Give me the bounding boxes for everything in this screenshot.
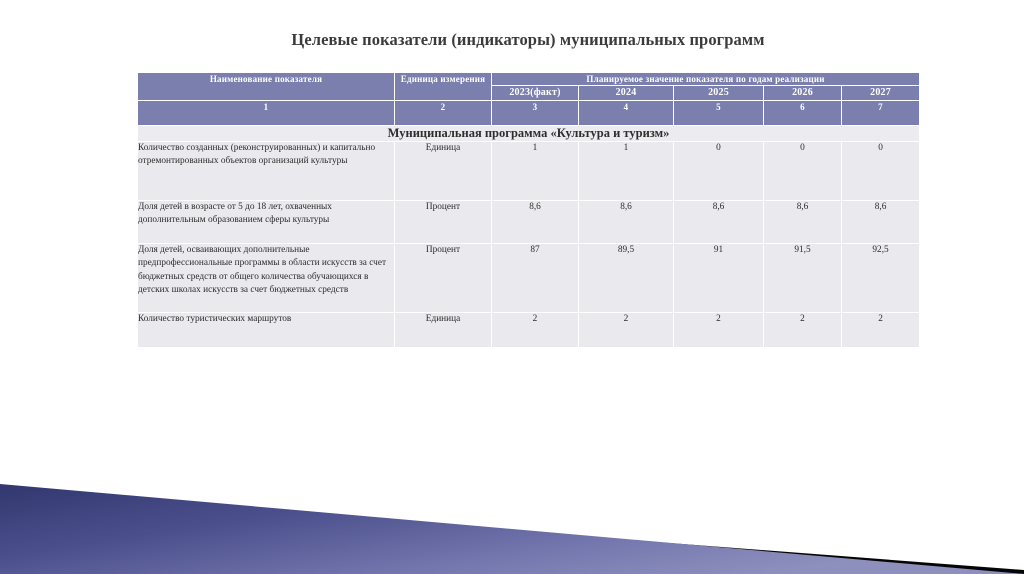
page-title: Целевые показатели (индикаторы) муниципальных программ <box>291 30 765 49</box>
column-number-1: 1 <box>138 100 395 125</box>
table-numbering-row <box>138 100 920 125</box>
column-number-4: 4 <box>579 100 674 125</box>
indicator-name: Доля детей, осваивающих дополнительные предпрофессиональные программы в области искусств за счет бюджетных средств от общего количества обучающихся в детских школах искусств за счет бюджетных средств <box>138 243 395 312</box>
column-header-year-2025: 2025 <box>674 86 764 101</box>
table-row <box>138 141 920 200</box>
indicator-value-2026: 8,6 <box>764 200 842 243</box>
indicator-value-2027: 2 <box>842 312 920 347</box>
indicator-unit: Единица <box>395 141 492 200</box>
column-number-7: 7 <box>842 100 920 125</box>
indicator-value-2025: 91 <box>674 243 764 312</box>
indicator-unit: Единица <box>395 312 492 347</box>
indicator-value-2025: 0 <box>674 141 764 200</box>
column-number-5: 5 <box>674 100 764 125</box>
indicators-table <box>137 72 920 348</box>
indicator-value-2026: 0 <box>764 141 842 200</box>
table-row <box>138 243 920 312</box>
indicator-value-2024: 8,6 <box>579 200 674 243</box>
table-row <box>138 312 920 347</box>
column-header-year-2027: 2027 <box>842 86 920 101</box>
indicator-value-2024: 2 <box>579 312 674 347</box>
column-header-group-years: Планируемое значение показателя по годам реализации <box>492 73 920 86</box>
table-row <box>138 200 920 243</box>
column-header-unit: Единица измерения <box>395 73 492 101</box>
indicator-value-2025: 8,6 <box>674 200 764 243</box>
indicator-value-2023: 8,6 <box>492 200 579 243</box>
column-header-year-2023: 2023(факт) <box>492 86 579 101</box>
program-section-title: Муниципальная программа «Культура и туризм» <box>138 125 920 141</box>
indicator-name: Доля детей в возрасте от 5 до 18 лет, охваченных дополнительным образованием сферы культуры <box>138 200 395 243</box>
indicator-value-2027: 0 <box>842 141 920 200</box>
deco-purple-wedge <box>0 484 1024 574</box>
indicator-value-2026: 2 <box>764 312 842 347</box>
indicator-value-2023: 1 <box>492 141 579 200</box>
column-header-year-2026: 2026 <box>764 86 842 101</box>
deco-light-band <box>0 498 1024 574</box>
column-header-name: Наименование показателя <box>138 73 395 101</box>
indicator-value-2024: 1 <box>579 141 674 200</box>
column-header-year-2024: 2024 <box>579 86 674 101</box>
indicator-value-2023: 2 <box>492 312 579 347</box>
column-number-3: 3 <box>492 100 579 125</box>
deco-black-stripe <box>0 492 1024 574</box>
indicators-table-container <box>137 72 919 348</box>
table-header-row-1 <box>138 73 920 86</box>
indicator-value-2027: 8,6 <box>842 200 920 243</box>
indicator-name: Количество туристических маршрутов <box>138 312 395 347</box>
indicator-value-2027: 92,5 <box>842 243 920 312</box>
decorative-footer-banner <box>0 470 1024 574</box>
decorative-diagonal-shapes <box>0 470 1024 574</box>
indicator-value-2023: 87 <box>492 243 579 312</box>
indicator-value-2024: 89,5 <box>579 243 674 312</box>
indicator-value-2025: 2 <box>674 312 764 347</box>
indicator-unit: Процент <box>395 200 492 243</box>
indicator-unit: Процент <box>395 243 492 312</box>
program-section-header-row <box>138 125 920 141</box>
column-number-2: 2 <box>395 100 492 125</box>
indicator-value-2026: 91,5 <box>764 243 842 312</box>
indicator-name: Количество созданных (реконструированных) и капитально отремонтированных объектов организаций культуры <box>138 141 395 200</box>
column-number-6: 6 <box>764 100 842 125</box>
